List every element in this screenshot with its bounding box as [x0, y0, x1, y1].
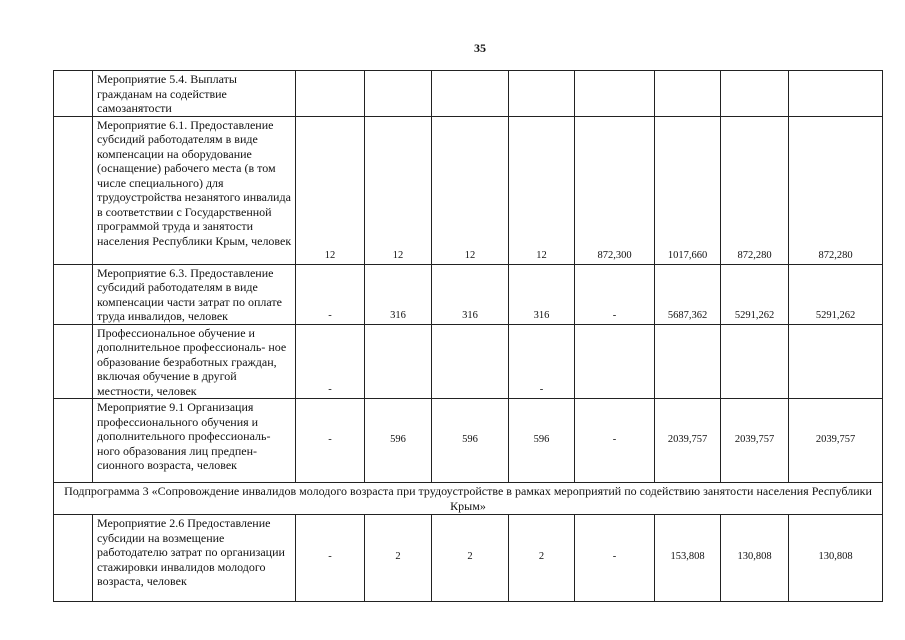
- index-cell: [54, 515, 93, 602]
- value-cell: 12: [365, 116, 432, 264]
- value-cell: [721, 71, 789, 117]
- value-cell: 872,300: [575, 116, 655, 264]
- value-cell: [655, 71, 721, 117]
- value-cell: -: [296, 399, 365, 483]
- subprogram-row: [54, 483, 883, 515]
- value-cell: 5687,362: [655, 264, 721, 324]
- value-cell: [789, 324, 883, 399]
- value-cell: -: [296, 264, 365, 324]
- value-cell: 872,280: [721, 116, 789, 264]
- value-cell: 2: [509, 515, 575, 602]
- page-number: 35: [474, 41, 486, 55]
- table-row: [54, 399, 883, 483]
- value-cell: 2039,757: [721, 399, 789, 483]
- value-cell: 153,808: [655, 515, 721, 602]
- subprogram-title: Подпрограмма 3 «Сопровождение инвалидов молодого возраста при трудоустройстве в рамках мероприятий по содействию занятости населения Республики Крым»: [54, 483, 883, 515]
- value-cell: [509, 71, 575, 117]
- value-cell: [296, 71, 365, 117]
- value-cell: 12: [296, 116, 365, 264]
- value-cell: -: [509, 324, 575, 399]
- value-cell: 596: [432, 399, 509, 483]
- table-row: [54, 515, 883, 602]
- activity-name-cell: Мероприятие 5.4. Выплаты гражданам на содействие самозанятости: [93, 71, 296, 117]
- index-cell: [54, 399, 93, 483]
- index-cell: [54, 116, 93, 264]
- value-cell: 130,808: [721, 515, 789, 602]
- value-cell: 2039,757: [789, 399, 883, 483]
- activity-name-cell: Профессиональное обучение и дополнительное профессиональ- ное образование безработных граждан, включая обучение в другой местности, человек: [93, 324, 296, 399]
- value-cell: -: [296, 515, 365, 602]
- value-cell: 2: [365, 515, 432, 602]
- index-cell: [54, 324, 93, 399]
- value-cell: [789, 71, 883, 117]
- value-cell: [721, 324, 789, 399]
- value-cell: 2: [432, 515, 509, 602]
- value-cell: [432, 324, 509, 399]
- value-cell: [575, 71, 655, 117]
- value-cell: 12: [509, 116, 575, 264]
- table-row: [54, 324, 883, 399]
- value-cell: -: [575, 399, 655, 483]
- activity-name-cell: Мероприятие 2.6 Предоставление субсидии на возмещение работодателю затрат по организации стажировки инвалидов молодого возраста, человек: [93, 515, 296, 602]
- activity-name-cell: Мероприятие 6.3. Предоставление субсидий работодателям в виде компенсации части затрат по оплате труда инвалидов, человек: [93, 264, 296, 324]
- value-cell: -: [575, 515, 655, 602]
- value-cell: 5291,262: [721, 264, 789, 324]
- value-cell: [655, 324, 721, 399]
- value-cell: 1017,660: [655, 116, 721, 264]
- value-cell: 596: [509, 399, 575, 483]
- activities-table: [53, 70, 883, 602]
- index-cell: [54, 264, 93, 324]
- value-cell: [365, 71, 432, 117]
- activity-name-cell: Мероприятие 9.1 Организация профессионального обучения и дополнительного профессиональ- ного образования лиц предпен- сионного возраста, человек: [93, 399, 296, 483]
- table-row: [54, 264, 883, 324]
- value-cell: 316: [509, 264, 575, 324]
- value-cell: 316: [432, 264, 509, 324]
- value-cell: 5291,262: [789, 264, 883, 324]
- value-cell: 2039,757: [655, 399, 721, 483]
- value-cell: 872,280: [789, 116, 883, 264]
- value-cell: [575, 324, 655, 399]
- value-cell: -: [296, 324, 365, 399]
- value-cell: 130,808: [789, 515, 883, 602]
- value-cell: 12: [432, 116, 509, 264]
- index-cell: [54, 71, 93, 117]
- value-cell: 316: [365, 264, 432, 324]
- value-cell: 596: [365, 399, 432, 483]
- table-row: [54, 116, 883, 264]
- table-row: [54, 71, 883, 117]
- value-cell: [365, 324, 432, 399]
- value-cell: [432, 71, 509, 117]
- activity-name-cell: Мероприятие 6.1. Предоставление субсидий работодателям в виде компенсации на оборудование (оснащение) рабочего места (в том числе специального) для трудоустройства незанятого инвалида в соответствии с Государственной программой труда и занятости населения Республики Крым, человек: [93, 116, 296, 264]
- value-cell: -: [575, 264, 655, 324]
